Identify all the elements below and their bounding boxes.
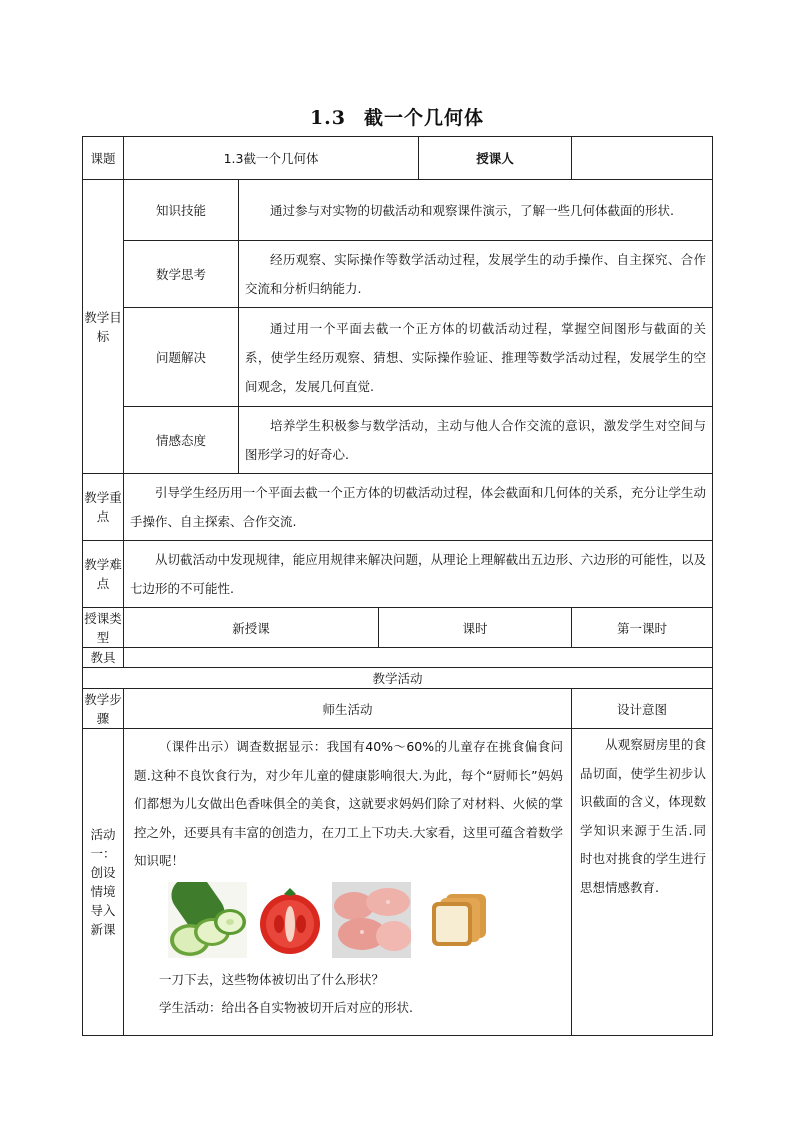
bread-slices-image xyxy=(414,882,493,958)
objective-name-2: 数学思考 xyxy=(124,241,239,308)
activity1-content xyxy=(124,729,572,1036)
objective-text-1: 通过参与对实物的切截活动和观察课件演示，了解一些几何体截面的形状. xyxy=(239,180,713,241)
objective-name-3: 问题解决 xyxy=(124,308,239,407)
document-title xyxy=(0,103,794,130)
activity1-design-text: 从观察厨房里的食品切面，使学生初步认识截面的含义，体现数学知识来源于生活.同时也对挑食的学生进行思想情感教育. xyxy=(580,737,707,895)
objective-text-2: 经历观察、实际操作等数学活动过程，发展学生的动手操作、自主探究、合作交流和分析归纳能力. xyxy=(239,241,713,308)
title-text: 截一个几何体 xyxy=(364,107,485,129)
lesson-type-label: 授课类型 xyxy=(83,608,124,648)
activity1-student: 学生活动：给出各自实物被切开后对应的形状. xyxy=(159,1000,413,1015)
teacher-value xyxy=(572,137,713,180)
title-number: 1.3 xyxy=(309,107,347,129)
design-column-label: 设计意图 xyxy=(572,689,713,729)
activity1-question: 一刀下去，这些物体被切出了什么形状？ xyxy=(159,971,385,987)
food-photos xyxy=(168,882,563,960)
activity1-design xyxy=(572,729,713,1036)
tools-value xyxy=(124,648,713,668)
activity1-label: 活动一：创设情境导入新课 xyxy=(83,729,124,1036)
difficulties-text: 从切截活动中发现规律，能应用规律来解决问题，从理论上理解截出五边形、六边形的可能性，以及七边形的不可能性. xyxy=(124,541,713,608)
objective-text-4: 培养学生积极参与数学活动，主动与他人合作交流的意识，激发学生对空间与图形学习的好奇心. xyxy=(239,407,713,474)
tools-label: 教具 xyxy=(83,648,124,668)
period-label: 课时 xyxy=(379,608,572,648)
activity1-intro: （课件出示）调查数据显示：我国有40%～60%的儿童存在挑食偏食问题.这种不良饮食行为，对少年儿童的健康影响很大.为此，每个“厨师长”妈妈们都想为儿女做出色香味俱全的美食，这就要求妈妈们除了对材料、火候的掌控之外，还要具有丰富的创造力，在刀工上下功夫.大家看，这里可蕴含着数学知识呢！ xyxy=(134,739,564,868)
step-label: 教学步骤 xyxy=(83,689,124,729)
topic-label: 课题 xyxy=(83,137,124,180)
key-points-label: 教学重点 xyxy=(83,474,124,541)
cucumber-slices-image xyxy=(168,882,247,958)
objective-name-1: 知识技能 xyxy=(124,180,239,241)
activity-column-label: 师生活动 xyxy=(124,689,572,729)
key-points-text: 引导学生经历用一个平面去截一个正方体的切截活动过程，体会截面和几何体的关系，充分让学生动手操作、自主探索、合作交流. xyxy=(124,474,713,541)
tomato-half-image xyxy=(250,882,329,958)
teacher-label: 授课人 xyxy=(419,137,572,180)
difficulties-label: 教学难点 xyxy=(83,541,124,608)
topic-value: 1.3截一个几何体 xyxy=(124,137,419,180)
lesson-type-value: 新授课 xyxy=(124,608,379,648)
activities-header: 教学活动 xyxy=(83,668,713,689)
ham-slices-image xyxy=(332,882,411,958)
objectives-label: 教学目标 xyxy=(83,180,124,474)
objective-name-4: 情感态度 xyxy=(124,407,239,474)
period-value: 第一课时 xyxy=(572,608,713,648)
objective-text-3: 通过用一个平面去截一个正方体的切截活动过程，掌握空间图形与截面的关系，使学生经历观察、猜想、实际操作验证、推理等数学活动过程，发展学生的空间观念，发展几何直觉. xyxy=(239,308,713,407)
lesson-plan-table xyxy=(82,136,713,1036)
